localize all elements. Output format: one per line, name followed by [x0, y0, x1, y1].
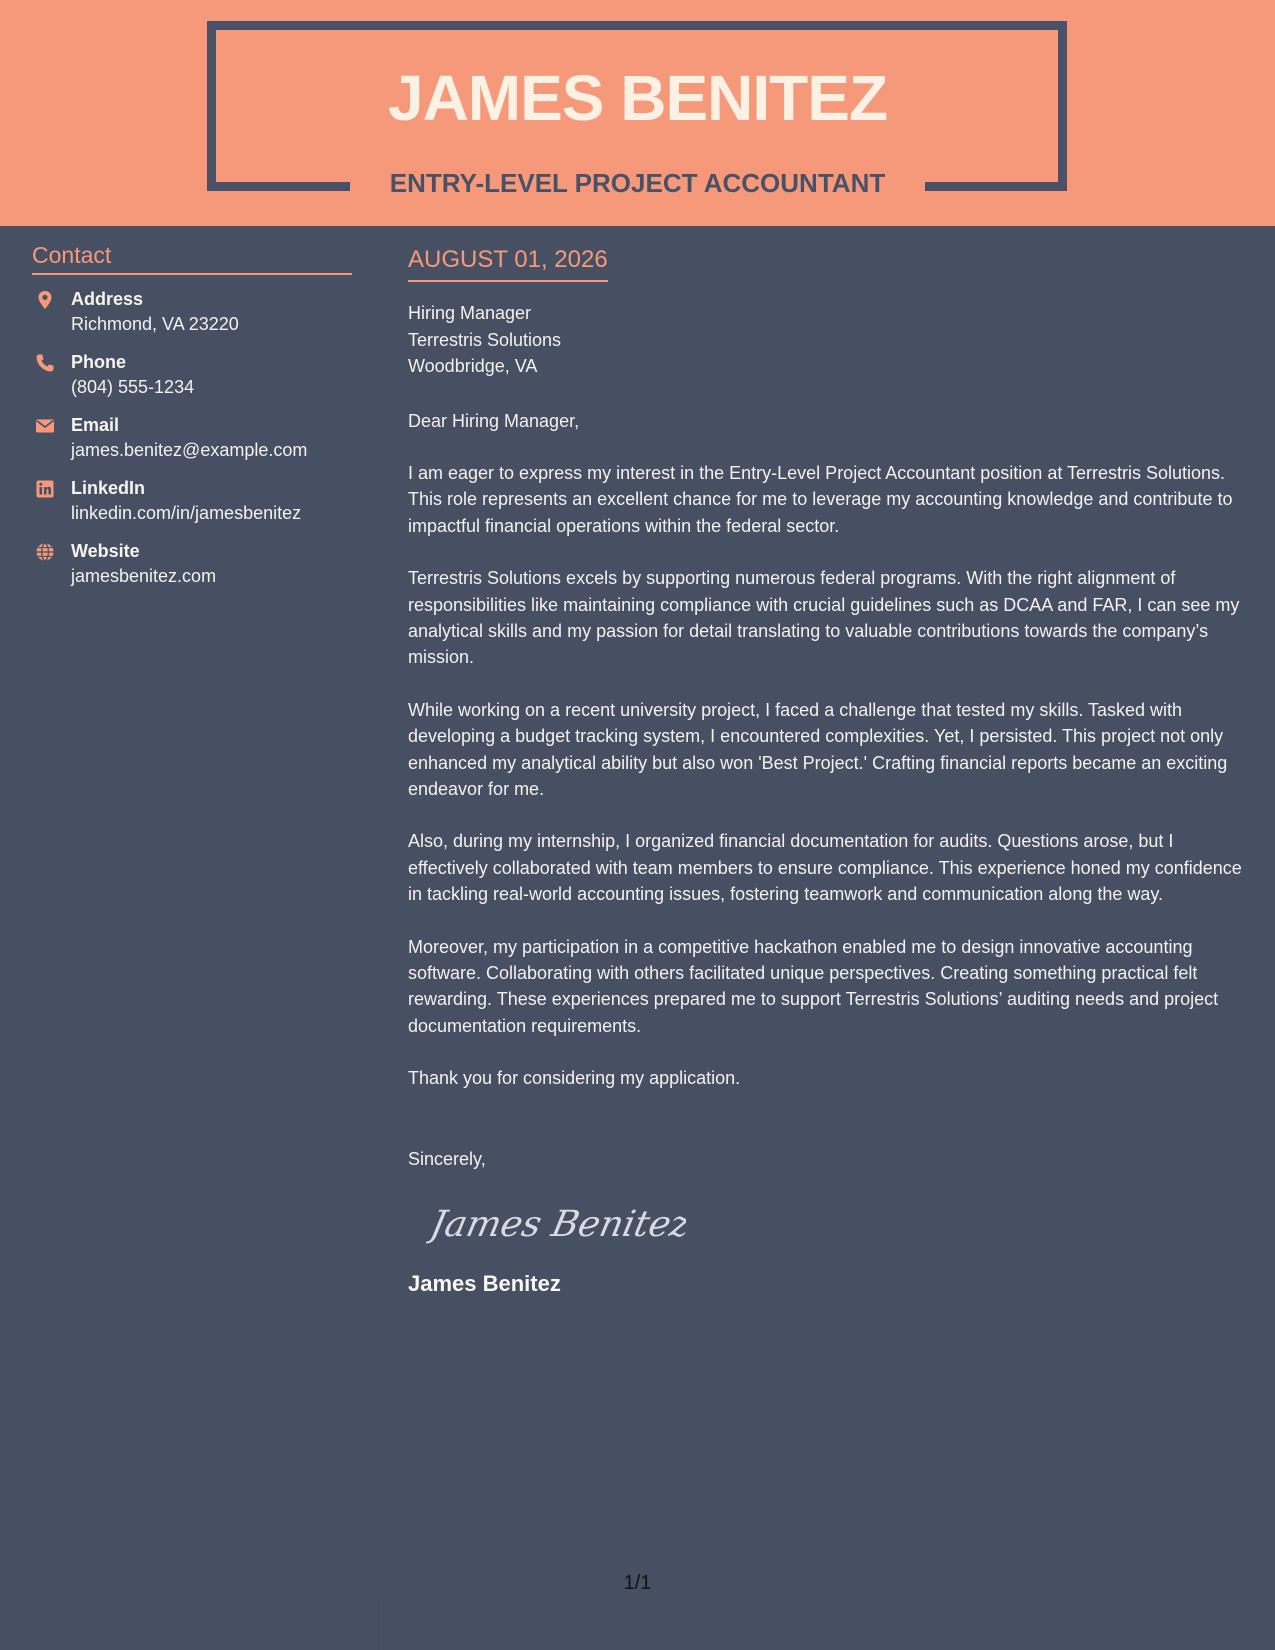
address-value: Richmond, VA 23220 — [71, 314, 239, 334]
website-value[interactable]: jamesbenitez.com — [71, 566, 217, 586]
recipient-line: Hiring Manager — [408, 303, 532, 323]
letter-paragraph: Also, during my internship, I organized financial documentation for audits. Questions arose, but I effectively collaborated with team members to ensure compliance. This experience honed my confidence in tackling real-world accounting issues, fostering teamwork and communication along the way. — [408, 831, 1242, 905]
contact-list — [32, 287, 352, 602]
signature-text: James Benitez — [426, 1202, 686, 1245]
letter-paragraph: Terrestris Solutions excels by supporting numerous federal programs. With the right alignment of responsibilities like maintaining compliance with crucial guidelines such as DCAA and FAR, I can see my analytical skills and my passion for detail translating to valuable contributions towards the company’s mission. — [408, 568, 1240, 668]
applicant-name: JAMES BENITEZ — [387, 62, 888, 134]
letter-paragraph: Thank you for considering my application. — [408, 1068, 741, 1089]
contact-item-phone — [32, 350, 352, 413]
salutation: Dear Hiring Manager, — [408, 410, 580, 431]
contact-label: Website — [71, 541, 140, 561]
email-value[interactable]: james.benitez@example.com — [71, 440, 308, 460]
contact-item-email — [32, 413, 352, 476]
letter-paragraph: Moreover, my participation in a competitive hackathon enabled me to design innovative accounting software. Collaborating with others facilitated unique perspectives. Creating something practical felt rewarding. These experiences prepared me to support Terrestris Solutions’ auditing needs and project documentation requirements. — [408, 936, 1219, 1036]
contact-item-address — [32, 287, 352, 350]
linkedin-value[interactable]: linkedin.com/in/jamesbenitez — [71, 503, 302, 523]
letter-paragraph: I am eager to express my interest in the Entry-Level Project Accountant position at Terrestris Solutions. This role represents an excellent chance for me to leverage my accounting knowledge and contribute to impactful financial operations within the federal sector. — [408, 462, 1233, 536]
phone-value: (804) 555-1234 — [71, 377, 195, 397]
contact-label: Address — [71, 289, 144, 309]
letter-body — [408, 243, 1248, 1299]
phone-icon — [35, 353, 55, 373]
globe-icon — [35, 542, 55, 562]
signer-name: James Benitez — [408, 1270, 561, 1296]
contact-label: LinkedIn — [71, 478, 146, 498]
contact-sidebar — [32, 240, 352, 602]
header-banner — [0, 0, 1275, 226]
signature-image — [426, 1192, 686, 1252]
recipient-line: Woodbridge, VA — [408, 356, 538, 376]
job-title: ENTRY-LEVEL PROJECT ACCOUNTANT — [389, 168, 886, 198]
contact-item-website — [32, 539, 352, 602]
linkedin-icon — [35, 479, 55, 499]
page-number: 1/1 — [623, 1572, 652, 1594]
contact-label: Email — [71, 415, 120, 435]
contact-item-linkedin — [32, 476, 352, 539]
letter-paragraph: While working on a recent university project, I faced a challenge that tested my skills. Tasked with developing a budget tracking system, I encountered complexities. Yet, I persisted. This project not only enhanced my analytical ability but also won 'Best Project.' Crafting financial reports became an exciting endeavor for me. — [408, 699, 1228, 799]
map-pin-icon — [35, 290, 55, 310]
envelope-icon — [35, 416, 55, 436]
recipient-block — [408, 300, 1248, 380]
letter-date: AUGUST 01, 2026 — [408, 243, 608, 282]
recipient-line: Terrestris Solutions — [408, 329, 562, 350]
closing: Sincerely, — [408, 1148, 486, 1169]
contact-section-title: Contact — [32, 240, 352, 275]
contact-label: Phone — [71, 352, 127, 372]
footer-divider — [383, 1600, 384, 1650]
